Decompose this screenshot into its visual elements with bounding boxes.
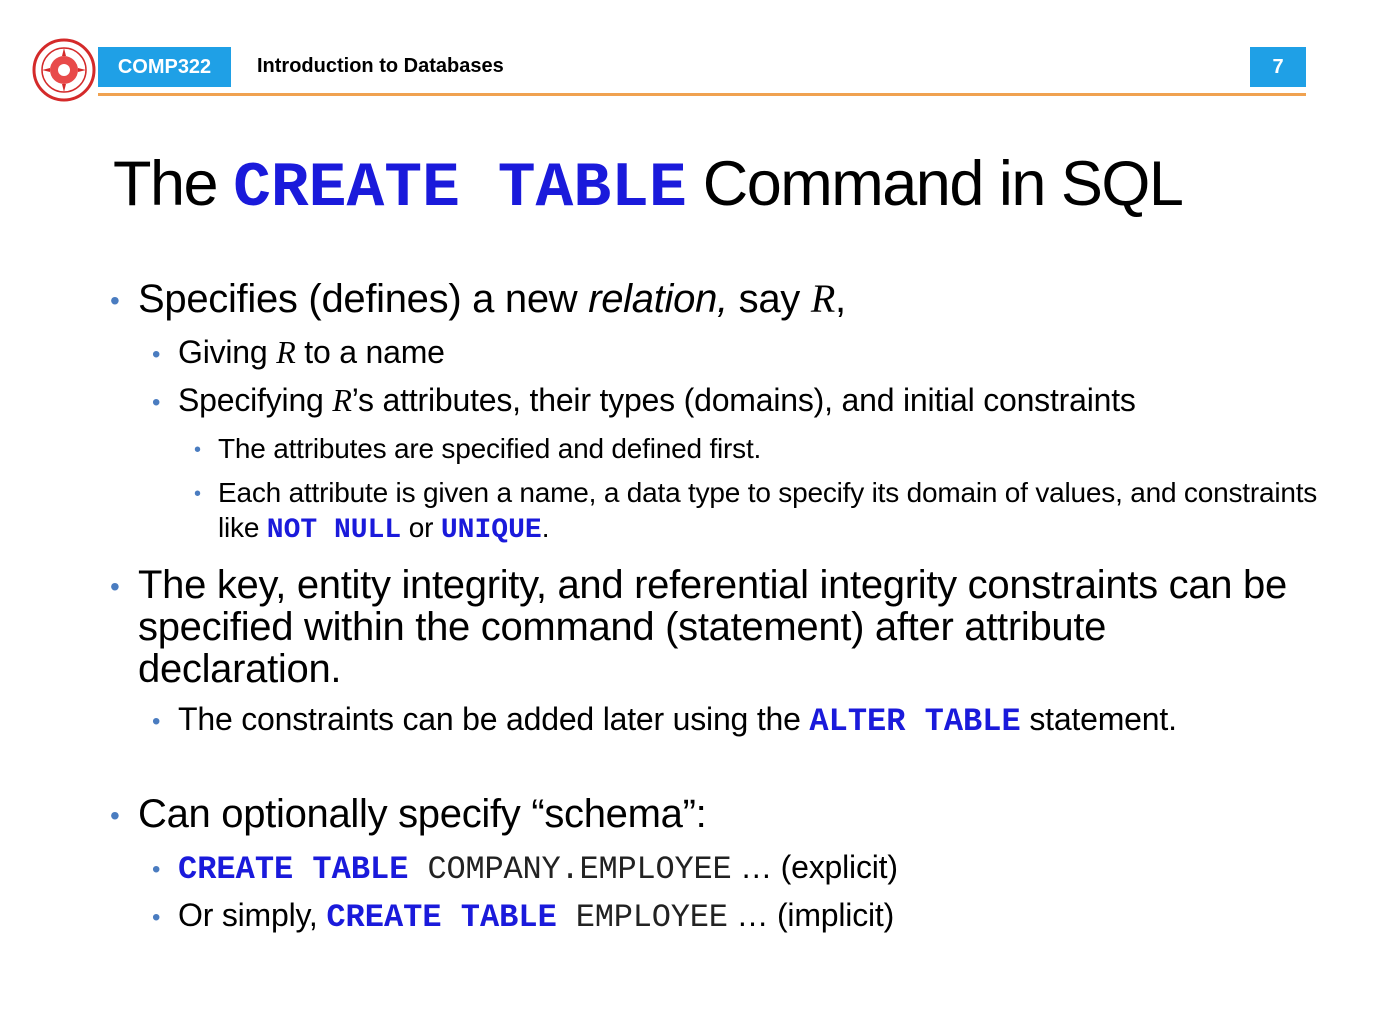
- subbullet-implicit-schema: • Or simply, CREATE TABLE EMPLOYEE … (implicit): [152, 897, 895, 936]
- subbullet-alter-table: • The constraints can be added later using the ALTER TABLE statement.: [152, 701, 1177, 740]
- course-code-badge: COMP322: [98, 47, 231, 87]
- keyword-unique: UNIQUE: [440, 515, 542, 546]
- subsubbullet-attribute-constraints: • Each attribute is given a name, a data type to specify its domain of values, and constraints like NOT NULL or UNIQUE.: [194, 477, 1318, 546]
- keyword-create-table: CREATE TABLE: [326, 899, 557, 936]
- title-keyword-create: CREATE: [233, 153, 460, 224]
- bullet-dot: •: [152, 708, 161, 735]
- title-keyword-table: TABLE: [497, 153, 687, 224]
- bullet-dot: •: [152, 389, 161, 416]
- slide-title: The CREATE TABLE Command in SQL: [113, 149, 1183, 224]
- page-number-badge: 7: [1250, 47, 1306, 87]
- keyword-alter-table: ALTER TABLE: [809, 703, 1021, 740]
- bullet-dot: •: [194, 439, 201, 461]
- subbullet-giving-name: • Giving R to a name: [152, 334, 445, 370]
- bullet-key-constraints: • The key, entity integrity, and referential integrity constraints can be specified within the command (statement) after attribute declaration.: [110, 563, 1287, 691]
- subsubbullet-attributes-first: • The attributes are specified and defined first.: [218, 431, 1348, 466]
- bullet-dot: •: [110, 571, 120, 602]
- university-seal-icon: [32, 38, 96, 102]
- bullet-dot: •: [152, 341, 161, 368]
- bullet-dot: •: [110, 800, 120, 831]
- bullet-schema: • Can optionally specify “schema”:: [110, 792, 707, 836]
- code-company-employee: COMPANY.EMPLOYEE: [408, 851, 732, 888]
- keyword-create-table: CREATE TABLE: [178, 851, 409, 888]
- bullet-dot: •: [110, 285, 120, 316]
- bullet-specifies-relation: • Specifies (defines) a new relation, say R,: [110, 276, 846, 321]
- bullet-dot: •: [152, 904, 161, 931]
- subbullet-explicit-schema: • CREATE TABLE COMPANY.EMPLOYEE … (explicit): [152, 849, 898, 888]
- header-divider: [98, 93, 1306, 96]
- keyword-not-null: NOT NULL: [266, 515, 402, 546]
- bullet-dot: •: [194, 483, 201, 505]
- subbullet-specifying-attributes: • Specifying R’s attributes, their types (domains), and initial constraints: [152, 382, 1136, 418]
- course-title: Introduction to Databases: [257, 55, 504, 77]
- code-employee: EMPLOYEE: [556, 899, 728, 936]
- bullet-dot: •: [152, 856, 161, 883]
